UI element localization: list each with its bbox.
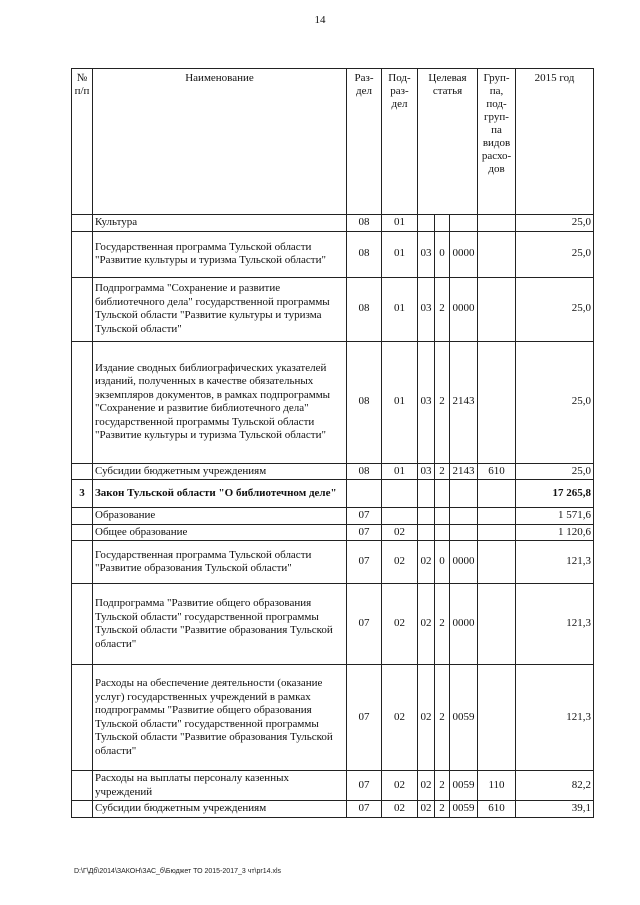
row-expense-group xyxy=(478,231,516,277)
row-target-program xyxy=(418,524,435,541)
row-number xyxy=(72,584,93,665)
row-target-subprogram: 2 xyxy=(435,277,450,341)
row-target-subprogram: 2 xyxy=(435,665,450,771)
page-number: 14 xyxy=(314,14,326,26)
row-podrazdel: 01 xyxy=(382,277,418,341)
row-number xyxy=(72,771,93,801)
row-target-direction: 2143 xyxy=(450,463,478,480)
row-target-subprogram xyxy=(435,524,450,541)
row-target-subprogram xyxy=(435,508,450,525)
row-target-direction xyxy=(450,524,478,541)
table-row xyxy=(72,801,594,818)
row-target-program: 03 xyxy=(418,463,435,480)
row-podrazdel: 02 xyxy=(382,584,418,665)
row-name: Подпрограмма "Развитие общего образования Тульской области" государственной программы Тульской области "Развитие образования Тульской области" xyxy=(93,584,347,665)
table-header-row xyxy=(72,69,594,215)
row-razdel: 07 xyxy=(347,541,382,584)
row-podrazdel: 01 xyxy=(382,341,418,463)
row-amount-2015: 17 265,8 xyxy=(516,480,594,508)
row-target-subprogram: 2 xyxy=(435,463,450,480)
row-number xyxy=(72,665,93,771)
row-number xyxy=(72,215,93,232)
file-path-footer: D:\Г\Дб\2014\ЗАКОН\ЗАС_б\Бюджет ТО 2015-2017_3 чт\pr14.xls xyxy=(74,868,282,875)
row-expense-group xyxy=(478,480,516,508)
row-expense-group xyxy=(478,584,516,665)
header-year-2015: 2015 год xyxy=(516,69,594,215)
row-amount-2015: 121,3 xyxy=(516,584,594,665)
row-target-direction: 0000 xyxy=(450,584,478,665)
row-target-subprogram: 2 xyxy=(435,584,450,665)
row-expense-group: 610 xyxy=(478,801,516,818)
row-target-subprogram: 2 xyxy=(435,771,450,801)
table-row xyxy=(72,277,594,341)
row-target-direction: 0000 xyxy=(450,541,478,584)
row-razdel: 07 xyxy=(347,524,382,541)
row-target-direction: 0059 xyxy=(450,801,478,818)
row-target-program: 02 xyxy=(418,771,435,801)
row-target-direction xyxy=(450,480,478,508)
row-number xyxy=(72,508,93,525)
row-razdel: 07 xyxy=(347,584,382,665)
row-name: Культура xyxy=(93,215,347,232)
row-expense-group xyxy=(478,341,516,463)
row-target-program xyxy=(418,508,435,525)
row-expense-group xyxy=(478,665,516,771)
row-target-program: 02 xyxy=(418,584,435,665)
row-razdel: 07 xyxy=(347,801,382,818)
row-target-subprogram: 0 xyxy=(435,541,450,584)
row-expense-group xyxy=(478,277,516,341)
row-target-program: 03 xyxy=(418,277,435,341)
row-target-program: 02 xyxy=(418,801,435,818)
row-razdel: 07 xyxy=(347,771,382,801)
row-name: Закон Тульской области "О библиотечном деле" xyxy=(93,480,347,508)
row-podrazdel: 02 xyxy=(382,665,418,771)
row-amount-2015: 25,0 xyxy=(516,463,594,480)
row-name: Государственная программа Тульской области "Развитие культуры и туризма Тульской области" xyxy=(93,231,347,277)
row-razdel xyxy=(347,480,382,508)
table-row xyxy=(72,541,594,584)
row-name: Субсидии бюджетным учреждениям xyxy=(93,463,347,480)
row-razdel: 08 xyxy=(347,231,382,277)
row-amount-2015: 1 120,6 xyxy=(516,524,594,541)
row-target-program: 03 xyxy=(418,341,435,463)
table-row xyxy=(72,231,594,277)
table-row xyxy=(72,584,594,665)
row-target-direction: 0059 xyxy=(450,665,478,771)
row-target-direction xyxy=(450,215,478,232)
row-amount-2015: 82,2 xyxy=(516,771,594,801)
row-target-subprogram xyxy=(435,215,450,232)
row-expense-group xyxy=(478,541,516,584)
row-target-program: 03 xyxy=(418,231,435,277)
header-podrazdel: Под- раз- дел xyxy=(382,69,418,215)
row-name: Расходы на выплаты персоналу казенных учреждений xyxy=(93,771,347,801)
row-name: Общее образование xyxy=(93,524,347,541)
row-number xyxy=(72,277,93,341)
row-number xyxy=(72,524,93,541)
row-target-subprogram: 2 xyxy=(435,341,450,463)
row-target-direction: 0000 xyxy=(450,231,478,277)
header-target-article: Целевая статья xyxy=(418,69,478,215)
table-row xyxy=(72,463,594,480)
header-expense-group: Груп- па, под- груп- па видов расхо- дов xyxy=(478,69,516,215)
row-podrazdel: 02 xyxy=(382,541,418,584)
table-row xyxy=(72,215,594,232)
row-target-direction xyxy=(450,508,478,525)
row-razdel: 08 xyxy=(347,215,382,232)
row-target-direction: 2143 xyxy=(450,341,478,463)
row-amount-2015: 25,0 xyxy=(516,341,594,463)
row-target-program: 02 xyxy=(418,541,435,584)
row-expense-group xyxy=(478,215,516,232)
row-podrazdel: 01 xyxy=(382,231,418,277)
row-razdel: 08 xyxy=(347,463,382,480)
row-number: 3 xyxy=(72,480,93,508)
row-target-program: 02 xyxy=(418,665,435,771)
row-number xyxy=(72,801,93,818)
row-expense-group xyxy=(478,508,516,525)
table-row xyxy=(72,508,594,525)
row-amount-2015: 25,0 xyxy=(516,231,594,277)
header-num: № п/п xyxy=(72,69,93,215)
table-body xyxy=(72,215,594,818)
row-target-program xyxy=(418,215,435,232)
row-razdel: 07 xyxy=(347,665,382,771)
row-amount-2015: 25,0 xyxy=(516,277,594,341)
row-podrazdel: 01 xyxy=(382,215,418,232)
row-number xyxy=(72,341,93,463)
row-expense-group xyxy=(478,524,516,541)
row-target-subprogram: 0 xyxy=(435,231,450,277)
row-expense-group: 610 xyxy=(478,463,516,480)
row-podrazdel xyxy=(382,480,418,508)
table-row xyxy=(72,665,594,771)
row-podrazdel: 01 xyxy=(382,463,418,480)
row-name: Образование xyxy=(93,508,347,525)
budget-table xyxy=(71,68,594,818)
row-name: Расходы на обеспечение деятельности (оказание услуг) государственных учреждений в рамках подпрограммы "Развитие общего образования Тульской области" государственной программы Тульской области "Развитие образования Тульской области" xyxy=(93,665,347,771)
row-amount-2015: 1 571,6 xyxy=(516,508,594,525)
row-number xyxy=(72,463,93,480)
row-expense-group: 110 xyxy=(478,771,516,801)
row-name: Подпрограмма "Сохранение и развитие библиотечного дела" государственной программы Тульской области "Развитие культуры и туризма Тульской области" xyxy=(93,277,347,341)
row-razdel: 08 xyxy=(347,277,382,341)
row-name: Государственная программа Тульской области "Развитие образования Тульской области" xyxy=(93,541,347,584)
header-name: Наименование xyxy=(93,69,347,215)
row-target-program xyxy=(418,480,435,508)
row-podrazdel: 02 xyxy=(382,524,418,541)
row-target-subprogram xyxy=(435,480,450,508)
row-target-subprogram: 2 xyxy=(435,801,450,818)
row-name: Субсидии бюджетным учреждениям xyxy=(93,801,347,818)
header-razdel: Раз- дел xyxy=(347,69,382,215)
row-podrazdel xyxy=(382,508,418,525)
table-row xyxy=(72,771,594,801)
row-razdel: 07 xyxy=(347,508,382,525)
row-amount-2015: 39,1 xyxy=(516,801,594,818)
row-podrazdel: 02 xyxy=(382,801,418,818)
row-number xyxy=(72,541,93,584)
table-row xyxy=(72,480,594,508)
row-number xyxy=(72,231,93,277)
row-podrazdel: 02 xyxy=(382,771,418,801)
row-amount-2015: 121,3 xyxy=(516,665,594,771)
row-amount-2015: 121,3 xyxy=(516,541,594,584)
table-row xyxy=(72,341,594,463)
row-target-direction: 0000 xyxy=(450,277,478,341)
row-target-direction: 0059 xyxy=(450,771,478,801)
table-row xyxy=(72,524,594,541)
row-name: Издание сводных библиографических указателей изданий, полученных в качестве обязательных экземпляров документов, в рамках подпрограммы "Сохранение и развитие библиотечного дела" государственной программы Тульской области "Развитие культуры и туризма Тульской области" xyxy=(93,341,347,463)
row-amount-2015: 25,0 xyxy=(516,215,594,232)
row-razdel: 08 xyxy=(347,341,382,463)
